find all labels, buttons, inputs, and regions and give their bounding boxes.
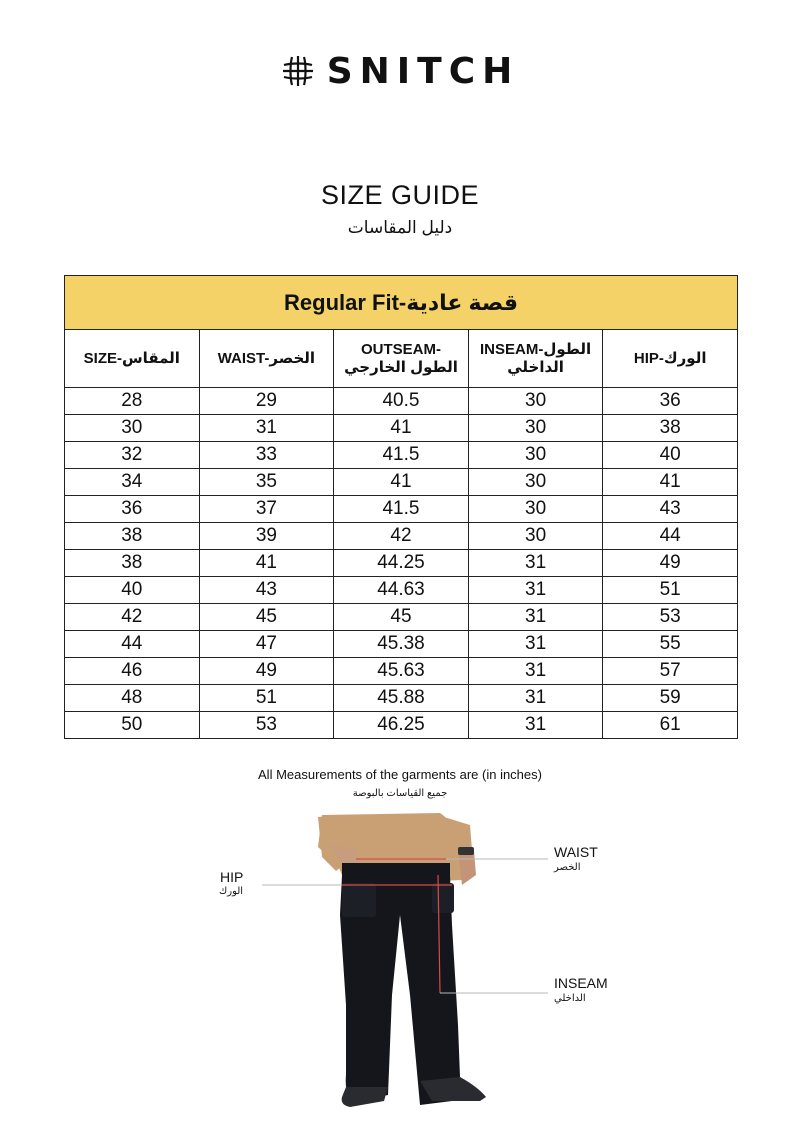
table-cell: 34 — [65, 469, 200, 496]
waist-label-ar: الخصر — [554, 862, 581, 873]
column-header-line: INSEAM-الطول — [480, 340, 592, 358]
table-cell: 53 — [603, 604, 738, 631]
table-cell: 29 — [199, 388, 334, 415]
table-cell: 31 — [468, 550, 603, 577]
table-cell: 44 — [65, 631, 200, 658]
table-cell: 49 — [199, 658, 334, 685]
table-cell: 45 — [199, 604, 334, 631]
table-row — [65, 550, 738, 577]
table-cell: 31 — [199, 415, 334, 442]
column-header-line: SIZE-المقاس — [83, 349, 180, 367]
column-header — [468, 330, 603, 388]
table-row — [65, 658, 738, 685]
table-cell: 33 — [199, 442, 334, 469]
table-cell: 57 — [603, 658, 738, 685]
table-cell: 44 — [603, 523, 738, 550]
inseam-label: INSEAM — [554, 975, 608, 991]
table-row — [65, 415, 738, 442]
fit-label: Regular Fit-قصة عادية — [65, 276, 738, 330]
table-cell: 50 — [65, 712, 200, 739]
table-row — [65, 388, 738, 415]
table-cell: 32 — [65, 442, 200, 469]
table-cell: 30 — [468, 469, 603, 496]
column-header — [199, 330, 334, 388]
table-cell: 37 — [199, 496, 334, 523]
table-cell: 44.63 — [334, 577, 469, 604]
hash-grid-logo-icon — [281, 54, 315, 88]
table-cell: 31 — [468, 604, 603, 631]
table-cell: 51 — [603, 577, 738, 604]
table-cell: 31 — [468, 658, 603, 685]
table-cell: 30 — [65, 415, 200, 442]
table-row — [65, 604, 738, 631]
table-cell: 40.5 — [334, 388, 469, 415]
table-cell: 42 — [65, 604, 200, 631]
inseam-label-ar: الداخلي — [554, 993, 586, 1004]
column-header — [334, 330, 469, 388]
table-cell: 45.63 — [334, 658, 469, 685]
table-cell: 30 — [468, 415, 603, 442]
column-header-row — [65, 330, 738, 388]
table-cell: 47 — [199, 631, 334, 658]
table-cell: 43 — [199, 577, 334, 604]
table-cell: 40 — [603, 442, 738, 469]
table-row — [65, 496, 738, 523]
table-cell: 41 — [199, 550, 334, 577]
table-cell: 30 — [468, 442, 603, 469]
table-cell: 35 — [199, 469, 334, 496]
measurement-note-ar: جميع القياسات بالبوصة — [352, 788, 448, 799]
table-cell: 30 — [468, 388, 603, 415]
table-cell: 41 — [334, 415, 469, 442]
table-cell: 31 — [468, 685, 603, 712]
table-cell: 30 — [468, 496, 603, 523]
table-cell: 61 — [603, 712, 738, 739]
table-cell: 46 — [65, 658, 200, 685]
column-header — [603, 330, 738, 388]
table-cell: 38 — [65, 550, 200, 577]
table-cell: 45 — [334, 604, 469, 631]
brand-logo — [0, 48, 800, 94]
model-illustration — [0, 805, 800, 1148]
table-cell: 31 — [468, 712, 603, 739]
table-cell: 31 — [468, 631, 603, 658]
table-body — [65, 388, 738, 739]
table-cell: 41.5 — [334, 442, 469, 469]
column-header-line: WAIST-الخصر — [217, 349, 316, 367]
table-row — [65, 631, 738, 658]
table-cell: 38 — [65, 523, 200, 550]
table-cell: 53 — [199, 712, 334, 739]
table-cell: 36 — [65, 496, 200, 523]
table-cell: 42 — [334, 523, 469, 550]
table-row — [65, 577, 738, 604]
table-cell: 44.25 — [334, 550, 469, 577]
table-cell: 31 — [468, 577, 603, 604]
size-table — [64, 275, 738, 739]
table-cell: 38 — [603, 415, 738, 442]
table-cell: 30 — [468, 523, 603, 550]
table-row — [65, 712, 738, 739]
table-cell: 41 — [334, 469, 469, 496]
table-cell: 43 — [603, 496, 738, 523]
table-cell: 49 — [603, 550, 738, 577]
table-cell: 59 — [603, 685, 738, 712]
table-row — [65, 469, 738, 496]
table-row — [65, 685, 738, 712]
table-cell: 41 — [603, 469, 738, 496]
table-cell: 28 — [65, 388, 200, 415]
measurement-note: All Measurements of the garments are (in inches) — [258, 767, 542, 782]
table-row — [65, 442, 738, 469]
page-subtitle-ar: دليل المقاسات — [347, 218, 453, 237]
column-header-line: OUTSEAM- — [360, 340, 441, 358]
table-cell: 45.88 — [334, 685, 469, 712]
table-cell: 45.38 — [334, 631, 469, 658]
hip-label-ar: الورك — [219, 886, 244, 897]
table-cell: 46.25 — [334, 712, 469, 739]
brand-name: SNITCH — [326, 50, 520, 92]
table-cell: 41.5 — [334, 496, 469, 523]
table-cell: 40 — [65, 577, 200, 604]
page-title: SIZE GUIDE — [320, 180, 480, 210]
hip-label: HIP — [220, 869, 244, 885]
table-cell: 39 — [199, 523, 334, 550]
table-cell: 51 — [199, 685, 334, 712]
column-header-line-2: الطول الخارجي — [344, 358, 458, 376]
column-header-line-2: الداخلي — [507, 358, 564, 376]
table-cell: 36 — [603, 388, 738, 415]
column-header-line: HIP-الورك — [633, 349, 707, 367]
column-header — [65, 330, 200, 388]
table-cell: 48 — [65, 685, 200, 712]
model-figure — [0, 805, 800, 1148]
waist-label: WAIST — [554, 844, 598, 860]
table-row — [65, 523, 738, 550]
table-cell: 55 — [603, 631, 738, 658]
